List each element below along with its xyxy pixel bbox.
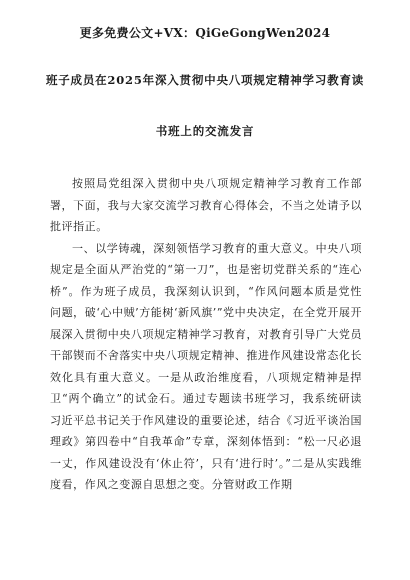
paragraph-section-1: 一、以学铸魂，深刻领悟学习教育的重大意义。中央八项规定是全面从严治党的“第一刀”，也是密切党群关系的“连心桥”。作为班子成员，我深刻认识到，“作风问题本质是党性问题，破‘心中贼’方能树‘新风旗’”党中央决定，在全党开展开展深入贯彻中央八项规定精神学习教育，对教育引导广大党员干部锲而不舍落实中央八项规定精神、推进作风建设常态化长效化具有重大意义。一是从政治维度看，八项规定精神是捍卫“两个确立”的试金石。通过专题读书班学习，我系统研读习近平总书记关于作风建设的重要论述，结合《习近平谈治国理政》第四卷中“自我革命”专章，深刻体悟到：“松一尺必退一丈，作风建设没有‘休止符’，只有‘进行时’。”二是从实践维度看，作风之变源自思想之变。分管财政工作期 (50, 241, 362, 491)
document-title-line-2: 书班上的交流发言 (155, 124, 255, 138)
paragraph-intro: 按照局党组深入贯彻中央八项规定精神学习教育工作部署，下面，我与大家交流学习教育心得体会，不当之处请予以批评指正。 (50, 177, 362, 233)
document-body (50, 173, 362, 496)
promo-header: 更多免费公文+VX：QiGeGongWen2024 (79, 26, 331, 40)
document-title-line-1: 班子成员在2025年深入贯彻中央八项规定精神学习教育读 (45, 73, 365, 87)
